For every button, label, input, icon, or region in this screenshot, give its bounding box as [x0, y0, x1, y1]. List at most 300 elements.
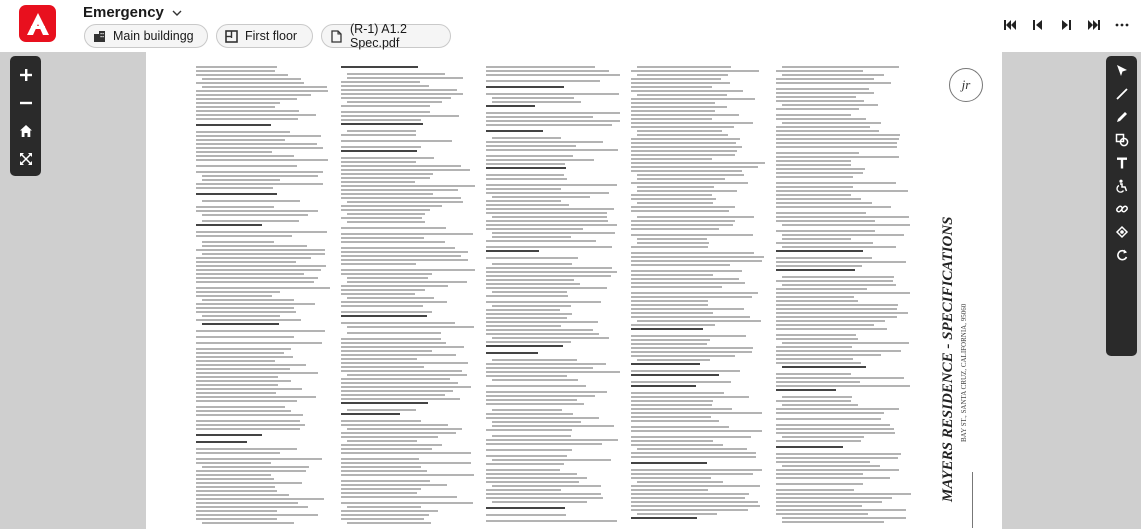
spec-text-line: [347, 428, 462, 430]
spec-text-line: [776, 424, 890, 426]
spec-text-line: [196, 428, 300, 430]
spec-section-heading: [341, 123, 423, 125]
spec-text-line: [341, 89, 457, 91]
spec-text-line: [776, 469, 899, 471]
spec-text-line: [341, 85, 429, 87]
accessibility-tool[interactable]: [1106, 174, 1137, 197]
spec-text-line: [492, 409, 562, 411]
spec-text-line: [486, 497, 603, 499]
spec-text-line: [776, 118, 866, 120]
spec-text-line: [202, 200, 300, 202]
spec-text-line: [347, 374, 467, 376]
spec-text-line: [631, 489, 708, 491]
breadcrumb-floor[interactable]: [216, 24, 313, 48]
spec-text-line: [196, 249, 325, 251]
spec-text-line: [631, 142, 736, 144]
spec-text-line: [631, 98, 755, 100]
spec-text-line: [196, 311, 296, 313]
spec-text-line: [341, 448, 432, 450]
spec-text-line: [341, 474, 474, 476]
spec-text-line: [486, 333, 599, 335]
spec-text-line: [202, 175, 318, 177]
spec-text-line: [196, 265, 326, 267]
spec-text-line: [196, 376, 278, 378]
spec-text-line: [631, 324, 715, 326]
spec-text-line: [341, 197, 461, 199]
spec-text-line: [341, 420, 421, 422]
spec-text-line: [631, 392, 724, 394]
spec-text-line: [196, 281, 314, 283]
spec-text-line: [196, 90, 328, 92]
spec-text-line: [776, 328, 887, 330]
spec-text-line: [196, 287, 330, 289]
spec-text-line: [776, 473, 863, 475]
spec-text-line: [341, 322, 455, 324]
spec-text-line: [486, 124, 612, 126]
spec-text-line: [341, 227, 446, 229]
spec-text-line: [631, 400, 713, 402]
spec-text-line: [486, 493, 601, 495]
spec-text-line: [631, 182, 748, 184]
spec-section-heading: [486, 130, 543, 132]
zoom-in-button[interactable]: [10, 61, 41, 89]
spec-text-line: [486, 375, 567, 377]
spec-text-line: [202, 179, 280, 181]
spec-text-line: [776, 338, 858, 340]
spec-text-line: [486, 403, 584, 405]
spec-text-line: [492, 236, 571, 238]
spec-text-line: [486, 74, 620, 76]
spec-text-column: [486, 66, 621, 526]
spec-text-line: [196, 147, 323, 149]
spec-text-line: [631, 220, 735, 222]
spec-text-line: [631, 166, 758, 168]
spec-text-line: [631, 228, 719, 230]
previous-page-icon[interactable]: [1031, 18, 1045, 32]
spec-text-line: [341, 394, 445, 396]
spec-section-heading: [486, 352, 538, 354]
spec-text-line: [492, 359, 577, 361]
spec-text-line: [776, 126, 870, 128]
spec-text-line: [776, 457, 898, 459]
spec-text-line: [486, 192, 609, 194]
spec-text-line: [776, 385, 910, 387]
spec-text-line: [782, 122, 881, 124]
pdf-page[interactable]: [146, 52, 1002, 529]
spec-text-line: [776, 114, 851, 116]
spec-text-line: [776, 216, 909, 218]
spec-text-line: [486, 283, 580, 285]
text-tool[interactable]: [1106, 151, 1137, 174]
spec-text-line: [486, 287, 607, 289]
spec-section-heading: [631, 374, 719, 376]
spec-text-line: [492, 485, 601, 487]
spec-text-line: [492, 232, 615, 234]
spec-text-line: [341, 181, 415, 183]
spec-text-line: [776, 176, 853, 178]
spec-text-line: [631, 430, 762, 432]
shapes-tool[interactable]: [1106, 128, 1137, 151]
spec-section-heading: [341, 402, 428, 404]
spec-text-line: [347, 77, 463, 79]
spec-text-line: [631, 444, 723, 446]
spec-text-line: [196, 384, 278, 386]
spec-text-line: [196, 420, 300, 422]
spec-text-line: [631, 296, 752, 298]
spec-text-line: [341, 146, 421, 148]
spec-text-line: [341, 488, 421, 490]
spec-section-heading: [202, 323, 279, 325]
spec-text-line: [776, 324, 874, 326]
spec-text-line: [486, 212, 607, 214]
spec-text-column: [631, 66, 766, 526]
spec-text-line: [486, 224, 617, 226]
spec-text-line: [347, 101, 442, 103]
spec-text-line: [776, 501, 882, 503]
spec-text-line: [631, 316, 750, 318]
spec-text-line: [492, 435, 571, 437]
link-tool[interactable]: [1106, 197, 1137, 220]
spec-text-line: [196, 70, 275, 72]
spec-text-line: [631, 154, 735, 156]
spec-text-line: [196, 372, 318, 374]
spec-section-heading: [631, 462, 707, 464]
spec-text-line: [341, 263, 416, 265]
spec-text-line: [196, 356, 293, 358]
spec-section-heading: [486, 167, 566, 169]
spec-text-line: [637, 513, 717, 515]
spec-text-line: [196, 139, 285, 141]
spec-text-line: [631, 102, 715, 104]
spec-text-line: [631, 114, 739, 116]
spec-text-line: [486, 220, 608, 222]
spec-text-line: [631, 194, 712, 196]
home-button[interactable]: [10, 117, 41, 145]
spec-text-line: [486, 413, 573, 415]
spec-text-line: [202, 253, 325, 255]
fit-screen-icon: [19, 152, 33, 166]
spec-text-line: [486, 363, 606, 365]
spec-text-line: [486, 473, 577, 475]
spec-text-line: [782, 436, 864, 438]
spec-section-heading: [341, 66, 418, 68]
spec-text-line: [347, 130, 416, 132]
spec-text-line: [341, 311, 432, 313]
spec-text-line: [782, 224, 910, 226]
spec-text-line: [196, 462, 271, 464]
line-tool[interactable]: [1106, 82, 1137, 105]
spec-text-line: [196, 518, 277, 520]
spec-text-line: [202, 245, 307, 247]
last-page-icon[interactable]: [1087, 18, 1101, 32]
spec-text-line: [196, 494, 289, 496]
spec-text-line: [637, 242, 709, 244]
spec-text-line: [631, 90, 743, 92]
title-block: [936, 92, 996, 522]
spec-text-line: [631, 505, 760, 507]
fit-screen-button[interactable]: [10, 145, 41, 173]
rotate-tool[interactable]: [1106, 243, 1137, 266]
spec-text-line: [341, 259, 468, 261]
breadcrumb-file-label: (R-1) A1.2 Spec.pdf: [350, 22, 407, 50]
spec-text-line: [486, 443, 602, 445]
breadcrumb-file[interactable]: [321, 24, 451, 48]
building-icon: [93, 30, 106, 43]
spec-text-line: [341, 354, 456, 356]
spec-text-line: [486, 155, 573, 157]
spec-text-line: [196, 406, 285, 408]
spec-text-line: [486, 329, 593, 331]
spec-text-line: [631, 106, 727, 108]
spec-text-line: [341, 370, 462, 372]
spec-text-line: [486, 188, 561, 190]
spec-text-line: [631, 381, 731, 383]
spec-text-line: [631, 118, 712, 120]
spec-text-line: [202, 214, 308, 216]
spec-text-line: [776, 261, 906, 263]
spec-text-line: [341, 458, 419, 460]
zoom-in-icon: [19, 68, 33, 82]
spec-text-line: [486, 275, 611, 277]
spec-text-line: [631, 70, 759, 72]
spec-text-line: [196, 277, 318, 279]
spec-text-line: [202, 315, 280, 317]
spec-text-line: [196, 231, 327, 233]
spec-text-line: [196, 273, 304, 275]
spec-text-line: [776, 300, 858, 302]
spec-text-line: [782, 521, 884, 523]
spec-text-line: [776, 292, 910, 294]
spec-text-line: [631, 158, 712, 160]
spec-text-line: [631, 485, 760, 487]
spec-text-line: [776, 320, 885, 322]
spec-text-line: [347, 201, 463, 203]
spec-text-line: [782, 104, 878, 106]
page-navigation: [1003, 18, 1129, 32]
spec-text-line: [776, 92, 874, 94]
spec-text-line: [341, 134, 416, 136]
breadcrumb-building[interactable]: [84, 24, 208, 48]
top-header: [0, 0, 1141, 52]
spec-text-line: [196, 360, 275, 362]
spec-text-line: [196, 458, 322, 460]
spec-text-line: [486, 399, 577, 401]
spec-text-line: [637, 94, 727, 96]
spec-section-heading: [341, 315, 427, 317]
spec-text-line: [196, 151, 272, 153]
spec-text-line: [486, 449, 572, 451]
spec-text-line: [631, 146, 742, 148]
spec-section-heading: [486, 86, 564, 88]
spec-text-line: [196, 110, 299, 112]
spec-text-line: [776, 130, 879, 132]
stamp-tool[interactable]: [1106, 220, 1137, 243]
spec-text-line: [631, 469, 762, 471]
next-page-icon[interactable]: [1059, 18, 1073, 32]
spec-text-line: [631, 408, 732, 410]
spec-text-line: [196, 66, 277, 68]
spec-text-line: [486, 178, 567, 180]
spec-text-line: [196, 143, 317, 145]
spec-text-line: [486, 317, 567, 319]
spec-text-line: [341, 217, 422, 219]
spec-text-line: [341, 386, 471, 388]
spec-text-line: [196, 303, 315, 305]
spec-text-line: [492, 97, 574, 99]
spec-text-line: [196, 98, 297, 100]
spec-text-line: [196, 348, 291, 350]
spec-text-line: [196, 210, 318, 212]
spec-text-line: [486, 200, 561, 202]
spec-text-line: [492, 196, 590, 198]
spec-section-heading: [196, 124, 271, 126]
select-tool[interactable]: [1106, 59, 1137, 82]
spec-text-line: [341, 241, 445, 243]
spec-text-line: [631, 420, 719, 422]
spec-text-line: [776, 428, 894, 430]
shapes-icon: [1115, 133, 1129, 147]
spec-text-line: [196, 410, 291, 412]
spec-text-line: [486, 163, 565, 165]
spec-text-line: [341, 273, 432, 275]
spec-text-line: [196, 482, 302, 484]
spec-text-line: [776, 230, 875, 232]
spec-text-line: [341, 209, 430, 211]
spec-text-line: [341, 496, 457, 498]
spec-text-line: [492, 425, 614, 427]
spec-text-line: [492, 137, 561, 139]
spec-text-line: [341, 424, 448, 426]
spec-text-line: [631, 82, 730, 84]
spec-text-line: [637, 74, 728, 76]
sheet-title: MAYERS RESIDENCE - SPECIFICATIONS: [940, 216, 956, 502]
spec-text-column: [196, 66, 331, 526]
spec-section-heading: [196, 434, 262, 436]
spec-text-line: [637, 448, 747, 450]
spec-text-line: [196, 336, 294, 338]
spec-text-line: [196, 269, 321, 271]
spec-text-line: [486, 514, 566, 516]
spec-text-line: [776, 146, 897, 148]
spec-text-line: [631, 224, 733, 226]
spec-text-line: [486, 395, 595, 397]
spec-text-line: [776, 483, 863, 485]
pen-tool[interactable]: [1106, 105, 1137, 128]
spec-text-line: [492, 216, 607, 218]
spec-text-line: [776, 381, 860, 383]
document-viewer[interactable]: [0, 52, 1141, 529]
project-title-dropdown[interactable]: [83, 4, 182, 21]
spec-text-line: [776, 142, 897, 144]
spec-text-line: [341, 502, 473, 504]
spec-text-line: [341, 518, 424, 520]
spec-text-line: [776, 288, 867, 290]
spec-text-line: [486, 257, 578, 259]
spec-text-line: [196, 291, 280, 293]
spec-text-line: [196, 486, 275, 488]
spec-text-line: [631, 270, 742, 272]
spec-text-line: [492, 501, 587, 503]
zoom-out-button[interactable]: [10, 89, 41, 117]
spec-text-line: [776, 190, 908, 192]
spec-text-line: [486, 455, 567, 457]
spec-text-line: [341, 466, 421, 468]
spec-text-line: [631, 126, 734, 128]
spec-text-line: [196, 474, 271, 476]
spec-text-line: [782, 234, 904, 236]
spec-section-heading: [196, 224, 262, 226]
spec-text-line: [486, 313, 572, 315]
spec-section-heading: [631, 328, 703, 330]
spec-text-line: [776, 182, 896, 184]
spec-text-line: [196, 206, 274, 208]
spec-section-heading: [631, 363, 700, 365]
spec-section-heading: [341, 150, 417, 152]
spec-text-line: [492, 459, 611, 461]
spec-text-line: [776, 206, 891, 208]
spec-text-line: [776, 88, 869, 90]
first-page-icon[interactable]: [1003, 18, 1017, 32]
spec-text-line: [341, 358, 417, 360]
spec-text-line: [782, 465, 880, 467]
spec-text-line: [341, 157, 434, 159]
spec-text-line: [486, 149, 618, 151]
spec-text-line: [776, 354, 881, 356]
spec-text-line: [776, 432, 895, 434]
more-options-icon[interactable]: [1115, 18, 1129, 32]
spec-text-line: [196, 118, 298, 120]
spec-text-line: [637, 190, 737, 192]
spec-text-line: [631, 452, 756, 454]
spec-text-line: [631, 426, 729, 428]
spec-text-line: [637, 481, 723, 483]
spec-text-line: [347, 213, 425, 215]
spec-section-heading: [776, 269, 855, 271]
app-logo[interactable]: [19, 5, 56, 42]
spec-text-line: [202, 241, 274, 243]
spec-text-line: [486, 325, 561, 327]
spec-text-line: [637, 216, 754, 218]
stamp-icon: [1115, 225, 1129, 239]
spec-text-line: [776, 265, 862, 267]
spec-text-line: [486, 309, 560, 311]
spec-text-line: [341, 338, 441, 340]
spec-text-line: [196, 452, 280, 454]
spec-text-line: [631, 396, 749, 398]
spec-text-line: [631, 343, 707, 345]
spec-text-line: [776, 505, 862, 507]
spec-text-line: [631, 440, 713, 442]
spec-text-line: [196, 106, 275, 108]
spec-text-line: [196, 94, 311, 96]
spec-text-line: [196, 388, 302, 390]
spec-text-line: [776, 212, 866, 214]
spec-text-line: [782, 404, 858, 406]
spec-text-line: [486, 228, 583, 230]
spec-text-line: [631, 473, 753, 475]
spec-text-line: [341, 362, 468, 364]
spec-text-line: [637, 178, 725, 180]
spec-text-line: [341, 173, 433, 175]
spec-text-line: [196, 514, 318, 516]
spec-text-line: [486, 279, 574, 281]
spec-text-line: [196, 319, 301, 321]
spec-text-line: [196, 368, 290, 370]
spec-text-line: [341, 305, 423, 307]
spec-text-line: [776, 108, 859, 110]
spec-text-line: [347, 326, 474, 328]
spec-text-line: [776, 70, 863, 72]
